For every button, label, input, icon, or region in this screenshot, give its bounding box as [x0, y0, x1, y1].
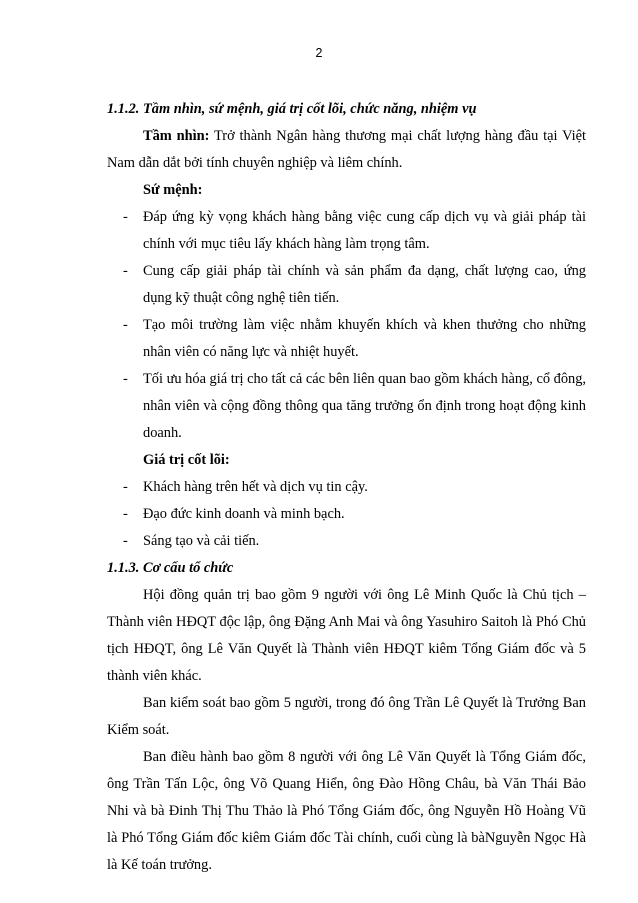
list-item-text: Sáng tạo và cải tiến. — [143, 533, 260, 549]
core-values-list — [107, 474, 586, 555]
list-item — [107, 474, 586, 501]
mission-list — [107, 204, 586, 447]
list-item-text: Đạo đức kinh doanh và minh bạch. — [143, 506, 345, 522]
dash-marker: - — [123, 506, 128, 522]
vision-paragraph — [107, 123, 586, 177]
list-item-text: Đáp ứng kỳ vọng khách hàng bằng việc cung cấp dịch vụ và giải pháp tài chính với mục tiêu lấy khách hàng làm trọng tâm. — [143, 209, 586, 252]
page-number: 2 — [315, 46, 323, 60]
core-values-label: Giá trị cốt lõi: — [143, 452, 230, 468]
list-item-text: Tạo môi trường làm việc nhằm khuyến khích và khen thưởng cho những nhân viên có năng lực và nhiệt huyết. — [143, 317, 586, 360]
dash-marker: - — [123, 479, 128, 495]
list-item — [107, 528, 586, 555]
dash-marker: - — [123, 209, 128, 225]
vision-label: Tầm nhìn: — [143, 128, 210, 144]
list-item-text: Tối ưu hóa giá trị cho tất cả các bên liên quan bao gồm khách hàng, cổ đông, nhân viên và cộng đồng thông qua tăng trưởng ổn định trong hoạt động kinh doanh. — [143, 371, 586, 441]
supervisory-board-paragraph: Ban kiểm soát bao gồm 5 người, trong đó ông Trần Lê Quyết là Trưởng Ban Kiểm soát. — [107, 695, 586, 738]
list-item — [107, 366, 586, 447]
section-heading-organization: 1.1.3. Cơ cấu tổ chức — [107, 560, 234, 576]
executive-board-paragraph: Ban điều hành bao gồm 8 người với ông Lê Văn Quyết là Tổng Giám đốc, ông Trần Tấn Lộc, ông Võ Quang Hiển, ông Đào Hồng Châu, bà Văn Thái Bảo Nhi và bà Đinh Thị Thu Thảo là Phó Tổng Giám đốc, ông Nguyễn Hồ Hoàng Vũ là Phó Tổng Giám đốc kiêm Giám đốc Tài chính, cuối cùng là bàNguyễn Ngọc Hà là Kế toán trưởng. — [107, 749, 586, 873]
list-item-text: Cung cấp giải pháp tài chính và sản phẩm đa dạng, chất lượng cao, ứng dụng kỹ thuật công nghệ tiên tiến. — [143, 263, 586, 306]
list-item — [107, 501, 586, 528]
section-heading-vision-mission: 1.1.2. Tầm nhìn, sứ mệnh, giá trị cốt lõi, chức năng, nhiệm vụ — [107, 101, 477, 117]
list-item — [107, 204, 586, 258]
list-item-text: Khách hàng trên hết và dịch vụ tin cậy. — [143, 479, 368, 495]
vision-text: Trở thành Ngân hàng thương mại chất lượng hàng đầu tại Việt Nam dẫn dắt bởi tính chuyên nghiệp và liêm chính. — [107, 128, 586, 171]
dash-marker: - — [123, 533, 128, 549]
list-item — [107, 258, 586, 312]
mission-label: Sứ mệnh: — [143, 182, 203, 198]
board-of-directors-paragraph: Hội đồng quản trị bao gồm 9 người với ông Lê Minh Quốc là Chủ tịch – Thành viên HĐQT độc lập, ông Đặng Anh Mai và ông Yasuhiro Saitoh là Phó Chủ tịch HĐQT, ông Lê Văn Quyết là Thành viên HĐQT kiêm Tổng Giám đốc và 5 thành viên khác. — [107, 587, 586, 684]
dash-marker: - — [123, 371, 128, 387]
dash-marker: - — [123, 263, 128, 279]
list-item — [107, 312, 586, 366]
document-body — [107, 96, 586, 879]
dash-marker: - — [123, 317, 128, 333]
